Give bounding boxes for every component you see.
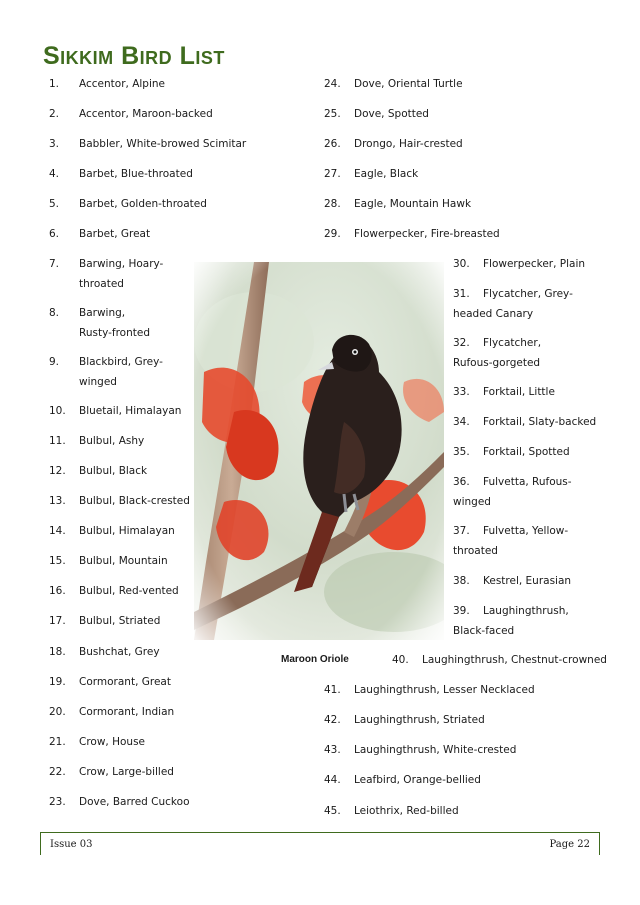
item-label: Kestrel, Eurasian (483, 575, 572, 587)
item-label: Forktail, Little (483, 386, 555, 398)
list-item (49, 763, 279, 783)
item-number: 7. (49, 258, 60, 270)
item-number: 10. (49, 405, 66, 417)
item-label: Flowerpecker, Plain (483, 258, 586, 270)
item-number: 29. (324, 228, 341, 240)
page-footer (40, 832, 600, 855)
item-number: 45. (324, 805, 341, 817)
item-label: Laughingthrush, Striated (354, 714, 485, 726)
list-item (324, 802, 594, 822)
list-item (49, 353, 189, 393)
list-item (453, 383, 603, 403)
item-number: 22. (49, 766, 66, 778)
list-item (324, 741, 594, 761)
item-label: Babbler, White-browed Scimitar (79, 138, 247, 150)
list-item (49, 165, 279, 185)
item-number: 31. (453, 288, 470, 300)
list-item (453, 255, 603, 275)
list-item (49, 75, 279, 95)
item-label: Fulvetta, Rufous-winged (453, 476, 572, 508)
item-label: Barwing, Hoary-throated (79, 258, 164, 290)
item-label: Bulbul, Mountain (79, 555, 168, 567)
item-number: 42. (324, 714, 341, 726)
item-number: 25. (324, 108, 341, 120)
item-number: 12. (49, 465, 66, 477)
item-number: 27. (324, 168, 341, 180)
list-item (49, 402, 189, 422)
item-number: 11. (49, 435, 66, 447)
item-label: Forktail, Spotted (483, 446, 570, 458)
item-number: 44. (324, 774, 341, 786)
item-number: 8. (49, 307, 60, 319)
item-number: 5. (49, 198, 60, 210)
item-label: Dove, Oriental Turtle (354, 78, 463, 90)
item-label: Bulbul, Red-vented (79, 585, 179, 597)
list-item (453, 285, 603, 325)
item-label: Dove, Spotted (354, 108, 429, 120)
item-number: 6. (49, 228, 60, 240)
list-item (453, 413, 603, 433)
list-item (49, 432, 189, 452)
item-label: Fulvetta, Yellow-throated (453, 525, 569, 557)
list-item (453, 334, 603, 374)
list-item (49, 793, 279, 813)
item-number: 28. (324, 198, 341, 210)
item-number: 41. (324, 684, 341, 696)
list-item (453, 473, 603, 513)
item-number: 40. (392, 654, 409, 666)
item-number: 16. (49, 585, 66, 597)
item-number: 36. (453, 476, 470, 488)
item-number: 26. (324, 138, 341, 150)
list-item (49, 733, 279, 753)
item-label: Flowerpecker, Fire-breasted (354, 228, 500, 240)
issue-label: Issue 03 (50, 839, 93, 850)
item-label: Flycatcher, Grey-headed Canary (453, 288, 573, 320)
item-number: 19. (49, 676, 66, 688)
item-label: Barbet, Great (79, 228, 151, 240)
item-label: Accentor, Alpine (79, 78, 165, 90)
item-label: Barbet, Golden-throated (79, 198, 207, 210)
item-number: 2. (49, 108, 60, 120)
item-label: Bulbul, Ashy (79, 435, 145, 447)
item-number: 13. (49, 495, 66, 507)
list-item (453, 572, 603, 592)
list-item (453, 443, 603, 463)
item-number: 1. (49, 78, 60, 90)
list-item (324, 681, 594, 701)
item-label: Cormorant, Great (79, 676, 171, 688)
item-number: 35. (453, 446, 470, 458)
item-label: Bulbul, Black (79, 465, 148, 477)
list-item (49, 612, 189, 632)
item-number: 37. (453, 525, 470, 537)
item-number: 21. (49, 736, 66, 748)
item-label: Leiothrix, Red-billed (354, 805, 459, 817)
list-item (324, 771, 594, 791)
item-number: 30. (453, 258, 470, 270)
list-item (392, 651, 612, 671)
list-item (49, 225, 279, 245)
item-label: Barbet, Blue-throated (79, 168, 193, 180)
list-item (49, 673, 279, 693)
list-item (49, 492, 189, 512)
item-number: 18. (49, 646, 66, 658)
item-label: Bulbul, Striated (79, 615, 161, 627)
list-item (49, 195, 279, 215)
list-item (49, 643, 189, 663)
list-item (324, 135, 594, 155)
item-label: Flycatcher, Rufous-gorgeted (453, 337, 542, 369)
photo-caption: Maroon Oriole (281, 654, 349, 665)
item-number: 39. (453, 605, 470, 617)
list-item (324, 195, 594, 215)
list-item (49, 522, 189, 542)
item-number: 24. (324, 78, 341, 90)
list-item (324, 105, 594, 125)
list-item (49, 582, 189, 602)
list-item (324, 165, 594, 185)
item-number: 15. (49, 555, 66, 567)
item-label: Blackbird, Grey-winged (79, 356, 163, 388)
item-label: Laughingthrush, Lesser Necklaced (354, 684, 535, 696)
item-label: Leafbird, Orange-bellied (354, 774, 481, 786)
list-item (49, 105, 279, 125)
list-item (324, 75, 594, 95)
item-number: 20. (49, 706, 66, 718)
item-label: Laughingthrush, Chestnut-crowned (422, 654, 607, 666)
item-label: Bushchat, Grey (79, 646, 160, 658)
item-number: 32. (453, 337, 470, 349)
item-number: 3. (49, 138, 60, 150)
list-item (49, 552, 189, 572)
item-number: 34. (453, 416, 470, 428)
list-item (49, 462, 189, 482)
bird-photo (194, 262, 444, 640)
item-label: Barwing, Rusty-fronted (79, 307, 150, 339)
item-number: 43. (324, 744, 341, 756)
item-label: Drongo, Hair-crested (354, 138, 463, 150)
item-label: Laughingthrush, White-crested (354, 744, 517, 756)
item-number: 38. (453, 575, 470, 587)
list-item (453, 522, 603, 562)
list-item (324, 225, 594, 245)
list-item (324, 711, 594, 731)
item-label: Eagle, Mountain Hawk (354, 198, 472, 210)
list-item (453, 602, 603, 642)
item-label: Laughingthrush, Black-faced (453, 605, 569, 637)
item-label: Bulbul, Himalayan (79, 525, 175, 537)
item-number: 17. (49, 615, 66, 627)
item-label: Cormorant, Indian (79, 706, 175, 718)
item-label: Dove, Barred Cuckoo (79, 796, 190, 808)
item-number: 9. (49, 356, 60, 368)
list-item (49, 304, 189, 344)
item-label: Crow, House (79, 736, 146, 748)
item-label: Crow, Large-billed (79, 766, 174, 778)
list-item (49, 135, 279, 155)
page-number: Page 22 (549, 839, 590, 850)
item-label: Forktail, Slaty-backed (483, 416, 597, 428)
item-label: Bulbul, Black-crested (79, 495, 190, 507)
item-number: 23. (49, 796, 66, 808)
item-label: Bluetail, Himalayan (79, 405, 182, 417)
item-number: 33. (453, 386, 470, 398)
list-item (49, 703, 279, 723)
item-label: Accentor, Maroon-backed (79, 108, 213, 120)
page-title: Sikkim Bird List (43, 42, 225, 70)
item-number: 4. (49, 168, 60, 180)
item-label: Eagle, Black (354, 168, 419, 180)
item-number: 14. (49, 525, 66, 537)
list-item (49, 255, 189, 295)
